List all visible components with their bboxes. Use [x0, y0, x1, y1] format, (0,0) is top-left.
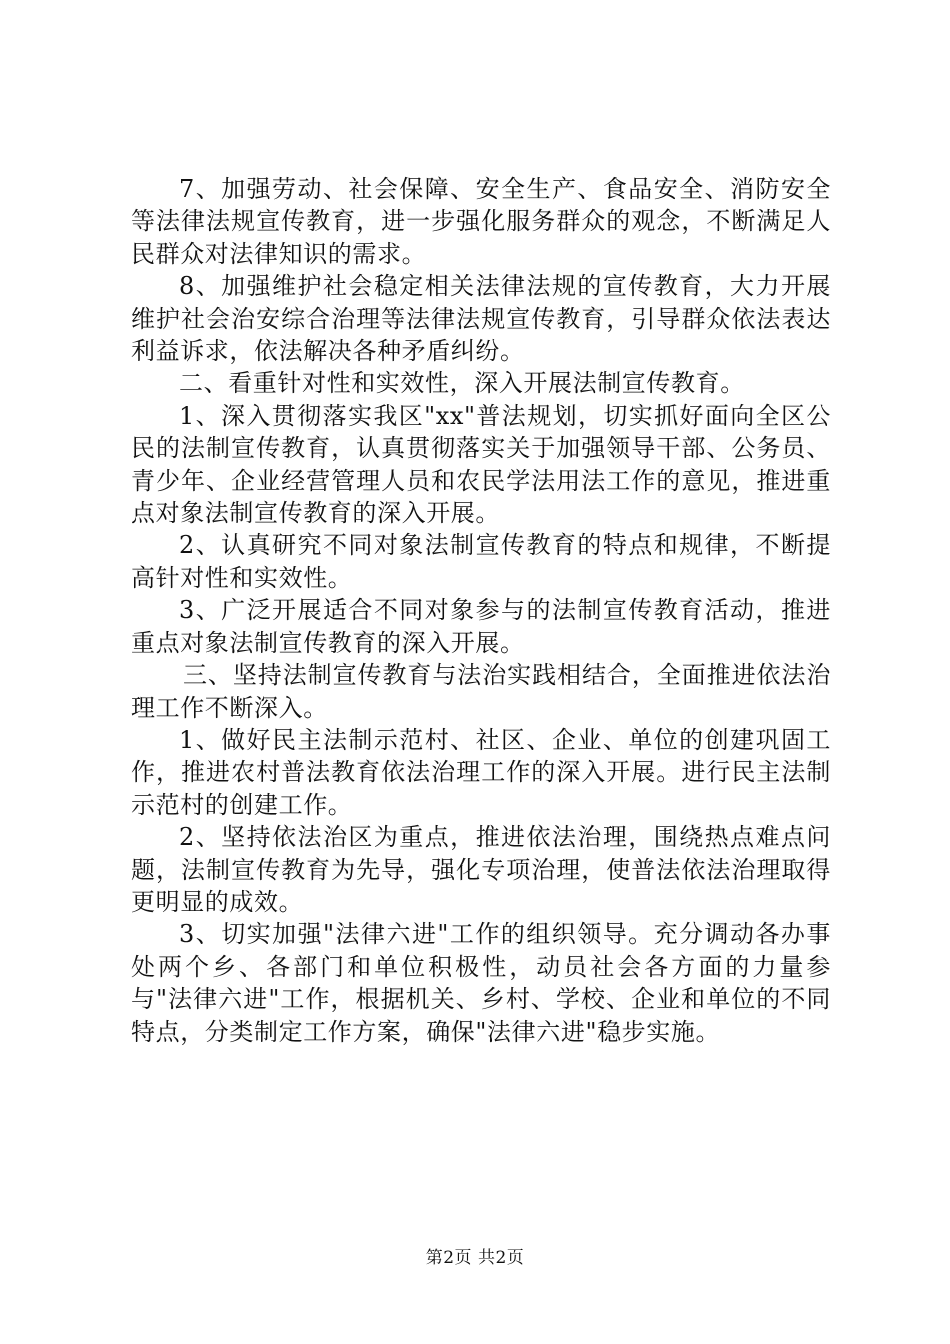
paragraph-item-7: 7、加强劳动、社会保障、安全生产、食品安全、消防安全等法律法规宣传教育，进一步强化服务群众的观念，不断满足人民群众对法律知识的需求。 [131, 175, 831, 268]
paragraph-section3-item-3: 3、切实加强"法律六进"工作的组织领导。充分调动各办事处两个乡、各部门和单位积极性，动员社会各方面的力量参与"法律六进"工作，根据机关、乡村、学校、企业和单位的不同特点，分类制定工作方案，确保"法律六进"稳步实施。 [131, 920, 831, 1046]
document-body [131, 173, 831, 1048]
section-heading-2: 二、看重针对性和实效性，深入开展法制宣传教育。 [179, 369, 745, 398]
page-footer-page-number: 第2页 共2页 [425, 1248, 525, 1268]
section-heading-3: 三、坚持法制宣传教育与法治实践相结合，全面推进依法治理工作不断深入。 [131, 661, 831, 722]
paragraph-item-8: 8、加强维护社会稳定相关法律法规的宣传教育，大力开展维护社会治安综合治理等法律法规宣传教育，引导群众依法表达利益诉求，依法解决各种矛盾纠纷。 [131, 272, 831, 366]
paragraph-section3-item-2: 2、坚持依法治区为重点，推进依法治理，围绕热点难点问题，法制宣传教育为先导，强化专项治理，使普法依法治理取得更明显的成效。 [131, 823, 831, 916]
paragraph-section2-item-3: 3、广泛开展适合不同对象参与的法制宣传教育活动，推进重点对象法制宣传教育的深入开展。 [131, 596, 831, 657]
paragraph-section2-item-2: 2、认真研究不同对象法制宣传教育的特点和规律，不断提高针对性和实效性。 [131, 531, 831, 592]
paragraph-section3-item-1: 1、做好民主法制示范村、社区、企业、单位的创建巩固工作，推进农村普法教育依法治理工作的深入开展。进行民主法制示范村的创建工作。 [131, 725, 831, 819]
paragraph-section2-item-1: 1、深入贯彻落实我区"xx"普法规划，切实抓好面向全区公民的法制宣传教育，认真贯彻落实关于加强领导干部、公务员、青少年、企业经营管理人员和农民学法用法工作的意见，推进重点对象法制宣传教育的深入开展。 [131, 401, 831, 528]
